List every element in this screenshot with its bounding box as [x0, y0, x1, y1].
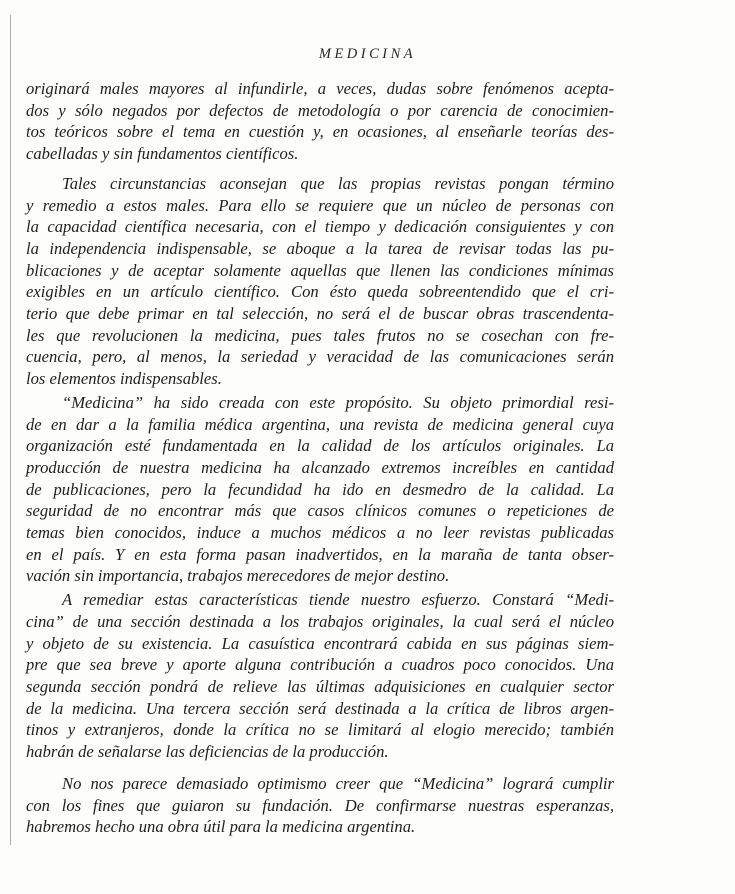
paragraph-5 [26, 773, 614, 838]
text-line: seguridad de no encontrar más que casos clínicos comunes o repeticiones de [26, 501, 614, 521]
text-line: habrán de señalarse las deficiencias de la producción. [26, 742, 389, 762]
text-line: terio que debe primar en tal selección, no será el de buscar obras trascendenta- [26, 304, 614, 324]
text-line: “Medicina” ha sido creada con este propósito. Su objeto primordial resi- [62, 392, 614, 412]
text-line: vación sin importancia, trabajos merecedores de mejor destino. [26, 566, 450, 586]
text-line: originará males mayores al infundirle, a veces, dudas sobre fenómenos acepta- [26, 79, 614, 98]
paragraph-3 [26, 392, 614, 587]
text-line: y remedio a estos males. Para ello se requiere que un núcleo de personas con [26, 195, 614, 215]
text-line: en el país. Y en esta forma pasan inadvertidos, en la maraña de tanta obser- [26, 544, 614, 564]
text-line: y objeto de su existencia. La casuística encontrará cabida en sus páginas siem- [26, 633, 614, 653]
text-line: de publicaciones, pero la fecundidad ha ido en desmedro de la calidad. La [26, 479, 614, 499]
text-line: producción de nuestra medicina ha alcanzado extremos increíbles en cantidad [26, 457, 614, 477]
text-line: No nos parece demasiado optimismo creer que “Medicina” logrará cumplir [62, 773, 614, 793]
text-line: tinos y extranjeros, donde la crítica no se limitará al elogio merecido; también [26, 720, 614, 740]
running-head: MEDICINA [318, 46, 417, 62]
text-line: los elementos indispensables. [26, 369, 222, 389]
text-line: de en dar a la familia médica argentina, una revista de medicina general cuya [26, 414, 614, 434]
text-line: de la medicina. Una tercera sección será destinada a la crítica de libros argen- [26, 698, 614, 718]
text-line: A remediar estas características tiende nuestro esfuerzo. Constará “Medi- [62, 590, 614, 610]
text-line: la capacidad científica necesaria, con el tiempo y dedicación consiguientes y con [26, 217, 614, 237]
article-body [26, 78, 614, 838]
text-line: exigibles en un artículo científico. Con ésto queda sobreentendido que el cri- [26, 282, 614, 302]
text-line: organización esté fundamentada en la calidad de los artículos originales. La [26, 436, 614, 456]
text-line: habremos hecho una obra útil para la medicina argentina. [26, 817, 416, 837]
text-line: Tales circunstancias aconsejan que las propias revistas pongan término [62, 173, 614, 193]
text-line: segunda sección pondrá de relieve las últimas adquisiciones en cualquier sector [26, 676, 614, 696]
paragraph-2 [26, 173, 614, 390]
page-edge-line [10, 15, 11, 845]
text-line: con los fines que guiaron su fundación. De confirmarse nuestras esperanzas, [26, 795, 614, 815]
text-line: temas bien conocidos, induce a muchos médicos a no leer revistas publicadas [26, 523, 614, 543]
text-line: les que revolucionen la medicina, pues tales frutos no se cosechan con fre- [26, 325, 614, 345]
text-line: dos y sólo negados por defectos de metodología o por carencia de conocimien- [26, 100, 614, 120]
paragraph-1 [26, 78, 614, 165]
text-line: tos teóricos sobre el tema en cuestión y, en ocasiones, al enseñarle teorías des- [26, 122, 614, 142]
text-line: cuencia, pero, al menos, la seriedad y veracidad de las comunicaciones serán [26, 347, 614, 367]
text-line: cabelladas y sin fundamentos científicos. [26, 144, 299, 164]
paragraph-4 [26, 589, 614, 763]
text-line: la independencia indispensable, se aboque a la tarea de revisar todas las pu- [26, 238, 614, 258]
text-line: blicaciones y de aceptar solamente aquellas que llenen las condiciones mínimas [26, 260, 614, 280]
text-line: cina” de una sección destinada a los trabajos originales, la cual será el núcleo [26, 611, 614, 631]
text-line: pre que sea breve y aporte alguna contribución a cuadros poco conocidos. Una [26, 655, 614, 675]
